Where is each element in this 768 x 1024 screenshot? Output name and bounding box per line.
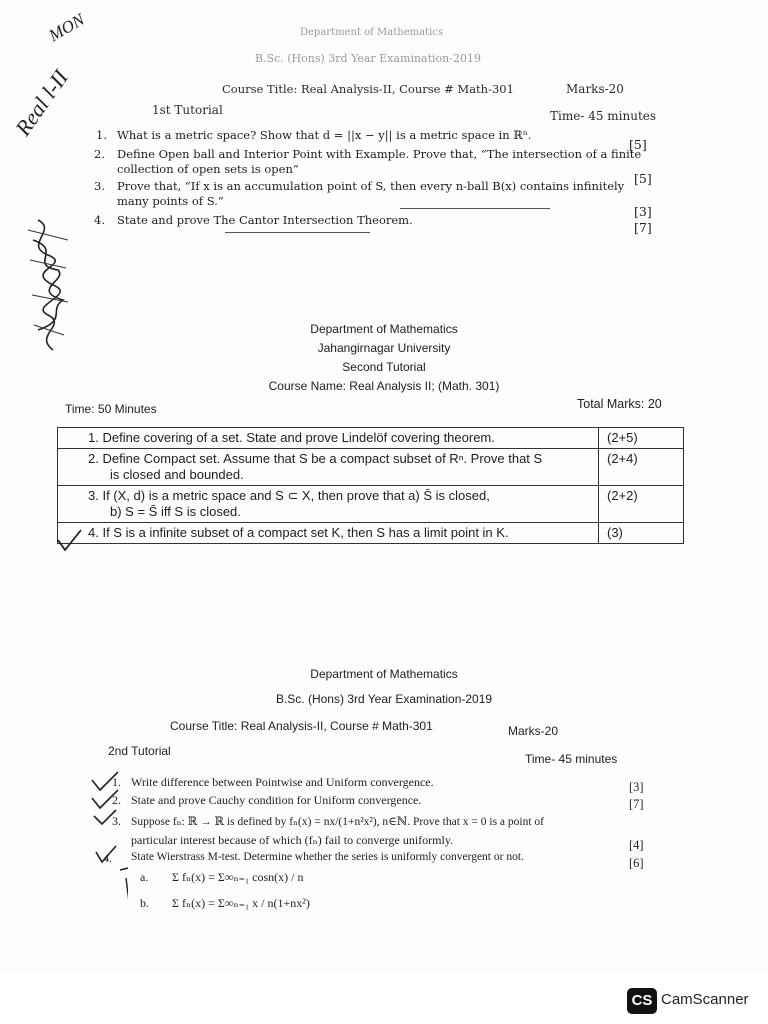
table-cell-question	[58, 449, 599, 486]
section3-course-title: Course Title: Real Analysis-II, Course # Math-301	[170, 719, 433, 733]
t1-q1-text: What is a metric space? Show that d = ||x − y|| is a metric space in ℝⁿ.	[117, 128, 532, 142]
margin-note-mon: MON	[45, 9, 88, 46]
section2-university: Jahangirnagar University	[317, 341, 451, 355]
t3-series-b-label: b.	[140, 896, 149, 910]
section2-dept: Department of Mathematics	[310, 322, 458, 336]
section1-tutorial: 1st Tutorial	[152, 103, 223, 117]
t3-q4-text: State Wierstrass M-test. Determine whether the series is uniformly convergent or not.	[131, 851, 524, 863]
t1-q3-num: 3.	[94, 179, 105, 193]
t3-q4-num: 4.	[103, 851, 112, 865]
section3-dept: Department of Mathematics	[310, 667, 458, 681]
t2-q2-num: 2.	[88, 451, 99, 466]
section3-tutorial: 2nd Tutorial	[108, 744, 171, 758]
t3-q1-marks: [3]	[629, 780, 644, 794]
t1-q2-num: 2.	[94, 147, 105, 161]
t1-q2-text: Define Open ball and Interior Point with Example. Prove that, “The intersection of a finite	[117, 147, 642, 161]
questions-table	[57, 427, 684, 544]
t1-q1-marks: [5]	[629, 137, 647, 152]
t3-q1-text: Write difference between Pointwise and Uniform convergence.	[131, 775, 434, 789]
table-row	[58, 449, 684, 486]
t3-q2-num: 2.	[112, 793, 121, 807]
t2-q3-marks: (2+2)	[599, 486, 684, 523]
table-row	[58, 486, 684, 523]
t2-q2-cont: is closed and bounded.	[110, 467, 244, 482]
table-row	[58, 523, 684, 544]
t1-q1-num: 1.	[96, 128, 107, 142]
t1-q2-marks: [5]	[634, 171, 652, 186]
t1-q4-text: State and prove The Cantor Intersection Theorem.	[117, 213, 413, 227]
t3-q1-num: 1.	[112, 775, 121, 789]
camscanner-brand: CamScanner	[661, 991, 749, 1008]
t2-q1-text: Define covering of a set. State and prove Lindelöf covering theorem.	[102, 430, 495, 445]
t1-q4-marks: [7]	[634, 220, 652, 235]
t2-q2-marks: (2+4)	[599, 449, 684, 486]
underline-mark	[400, 208, 550, 209]
t2-q1-num: 1.	[88, 430, 99, 445]
section3-marks: Marks-20	[508, 724, 559, 738]
t1-q3-cont: many points of S.”	[117, 194, 224, 208]
underline-mark	[225, 232, 370, 233]
margin-note-real: Real l-II	[10, 65, 73, 141]
t3-q3-cont: particular interest because of which (fₙ) fail to converge uniformly.	[131, 833, 454, 847]
t1-q3-text: Prove that, “If x is an accumulation point of S, then every n-ball B(x) contains infinitely	[117, 179, 625, 193]
section1-dept: Department of Mathematics	[300, 27, 444, 38]
t2-q4-text: If S is a infinite subset of a compact set K, then S has a limit point in K.	[102, 525, 509, 540]
scribble-drawing	[18, 210, 78, 360]
section3-time: Time- 45 minutes	[525, 752, 618, 766]
t3-series-a: Σ fₙ(x) = Σ∞ₙ₌₁ cosn(x) / n	[172, 870, 304, 884]
t2-q3-num: 3.	[88, 488, 99, 503]
t3-series-b: Σ fₙ(x) = Σ∞ₙ₌₁ x / n(1+nx²)	[172, 896, 310, 910]
t2-q1-marks: (2+5)	[599, 428, 684, 449]
table-cell-question	[58, 428, 599, 449]
section1-exam: B.Sc. (Hons) 3rd Year Examination-2019	[255, 52, 481, 65]
section1-course-title: Course Title: Real Analysis-II, Course # Math-301	[222, 82, 514, 96]
t2-q3-text: If (X, d) is a metric space and S ⊂ X, then prove that a) S̄ is closed,	[102, 488, 490, 503]
t3-q3-marks: [4]	[629, 838, 644, 852]
t2-q4-marks: (3)	[599, 523, 684, 544]
section2-tutorial: Second Tutorial	[342, 360, 426, 374]
t1-q3-marks: [3]	[634, 204, 652, 219]
table-cell-question	[58, 486, 599, 523]
section1-time: Time- 45 minutes	[550, 109, 657, 123]
section1-marks: Marks-20	[566, 82, 624, 96]
table-cell-question	[58, 523, 599, 544]
t2-q4-num: 4.	[88, 525, 99, 540]
table-row	[58, 428, 684, 449]
t3-q2-marks: [7]	[629, 797, 644, 811]
section2-time: Time: 50 Minutes	[65, 402, 157, 416]
checkmarks-drawing	[88, 770, 128, 910]
t3-q3-text: Suppose fₙ: ℝ → ℝ is defined by fₙ(x) = nx/(1+n²x²), n∈ℕ. Prove that x = 0 is a point of	[131, 816, 545, 828]
t2-q3-cont: b) S = S̄ iff S is closed.	[110, 504, 241, 519]
t3-q2-text: State and prove Cauchy condition for Uniform convergence.	[131, 793, 422, 807]
t2-q2-text: Define Compact set. Assume that S be a compact subset of Rⁿ. Prove that S	[102, 451, 543, 466]
t3-q4-marks: [6]	[629, 856, 644, 870]
section3-exam: B.Sc. (Hons) 3rd Year Examination-2019	[275, 692, 493, 706]
t1-q4-num: 4.	[94, 213, 105, 227]
t1-q2-cont: collection of open sets is open”	[117, 162, 299, 176]
camscanner-logo-icon: CS	[627, 988, 657, 1014]
t3-q3-num: 3.	[112, 814, 121, 828]
section2-total-marks: Total Marks: 20	[577, 397, 662, 411]
t3-series-a-label: a.	[140, 870, 149, 884]
checkmark-icon	[55, 528, 85, 554]
section2-course: Course Name: Real Analysis II; (Math. 301)	[268, 379, 500, 393]
